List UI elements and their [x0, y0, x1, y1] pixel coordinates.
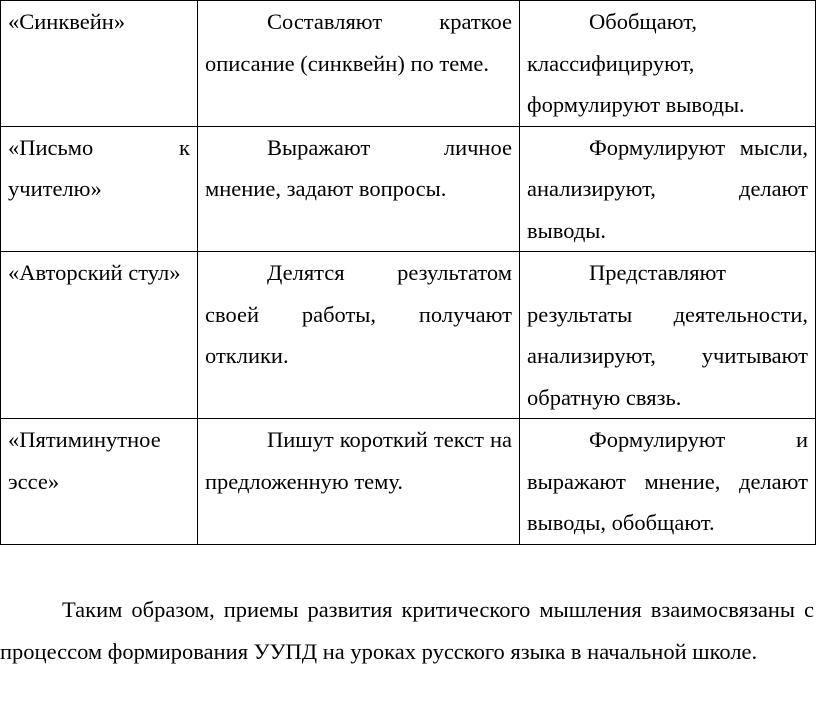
- table-row: [1, 1, 816, 127]
- technique-text: «Пятиминутное эссе»: [8, 427, 161, 494]
- teacher-activity-text: Выражают личное мнение, задают вопросы.: [205, 134, 512, 201]
- technique-text: «Синквейн»: [8, 9, 126, 34]
- technique-cell: [1, 1, 198, 127]
- conclusion-paragraph: Таким образом, приемы развития критического мышления взаимосвязаны с процессом формирования УУПД на уроках русского языка в начальной школе.: [0, 597, 814, 664]
- technique-text: «Авторский стул»: [8, 260, 181, 285]
- teacher-activity-cell: [198, 419, 520, 545]
- student-activity-text: Обобщают, классифицируют, формулируют выводы.: [527, 9, 745, 117]
- technique-cell: [1, 252, 198, 419]
- table-row: [1, 126, 816, 252]
- technique-cell: [1, 419, 198, 545]
- student-activity-text: Формулируют мысли, анализируют, делают выводы.: [527, 134, 808, 243]
- technique-cell: [1, 126, 198, 252]
- student-activity-text: Представляют результаты деятельности, анализируют, учитывают обратную связь.: [527, 260, 808, 410]
- teacher-activity-text: Делятся результатом своей работы, получают отклики.: [205, 260, 512, 368]
- table-row: [1, 419, 816, 545]
- teacher-activity-cell: [198, 1, 520, 127]
- teacher-activity-cell: [198, 252, 520, 419]
- teacher-activity-cell: [198, 126, 520, 252]
- student-activity-cell: [520, 419, 816, 545]
- technique-text: «Письмо к учителю»: [8, 134, 190, 201]
- student-activity-cell: [520, 252, 816, 419]
- student-activity-cell: [520, 126, 816, 252]
- teacher-activity-text: Составляют краткое описание (синквейн) по теме.: [205, 9, 512, 76]
- student-activity-text: Формулируют и выражают мнение, делают выводы, обобщают.: [527, 427, 808, 535]
- teacher-activity-text: Пишут короткий текст на предложенную тему.: [205, 427, 512, 494]
- student-activity-cell: [520, 1, 816, 127]
- table-row: [1, 252, 816, 419]
